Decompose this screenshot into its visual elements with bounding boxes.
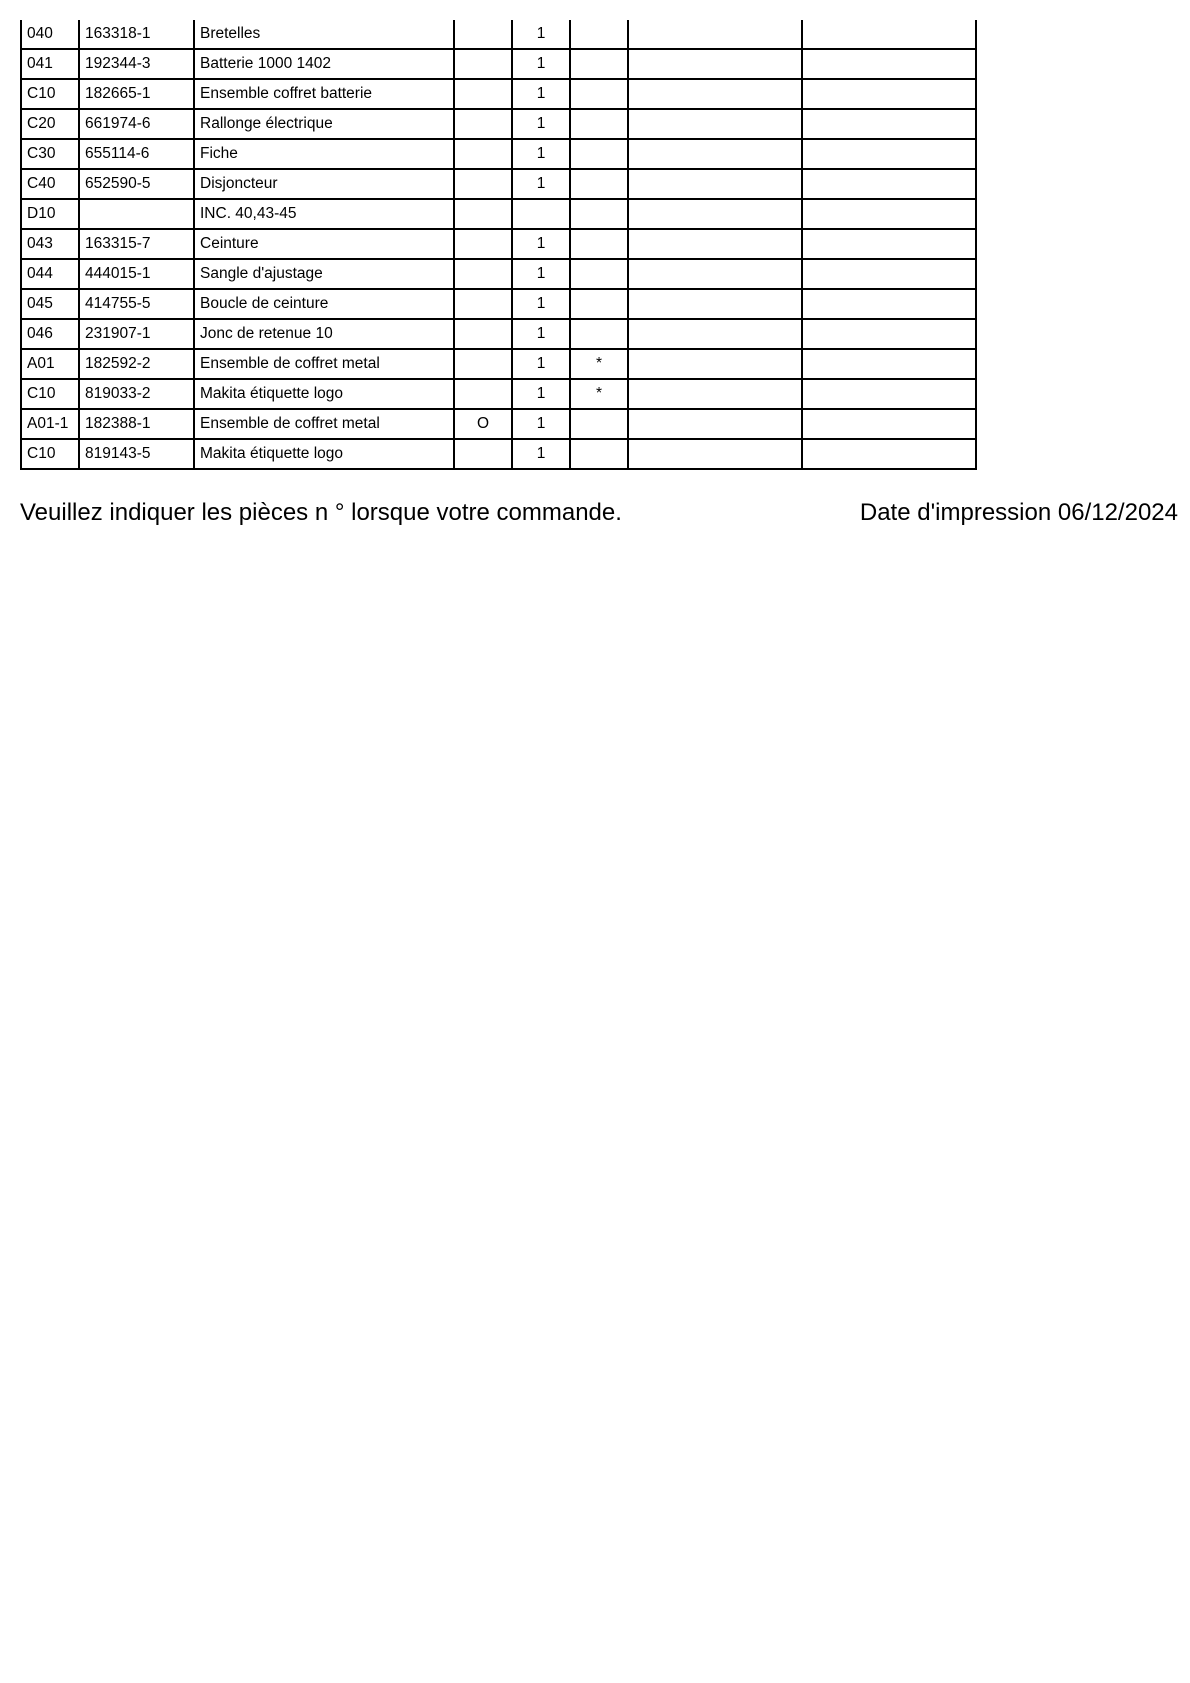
cell-quantity: 1 (512, 79, 570, 109)
cell-note-mark: * (570, 349, 628, 379)
cell-description: Disjoncteur (194, 169, 454, 199)
cell-extra-2 (802, 49, 976, 79)
cell-part-no: 652590-5 (79, 169, 194, 199)
cell-item-no: A01 (21, 349, 79, 379)
cell-part-no: 414755-5 (79, 289, 194, 319)
table-row (21, 139, 976, 169)
cell-option-mark (454, 379, 512, 409)
cell-extra-1 (628, 139, 802, 169)
cell-option-mark (454, 199, 512, 229)
cell-description: Ensemble de coffret metal (194, 409, 454, 439)
cell-item-no: A01-1 (21, 409, 79, 439)
cell-description: Makita étiquette logo (194, 379, 454, 409)
table-row (21, 439, 976, 469)
cell-option-mark (454, 20, 512, 49)
cell-note-mark (570, 49, 628, 79)
table-row (21, 109, 976, 139)
cell-extra-1 (628, 169, 802, 199)
cell-note-mark (570, 289, 628, 319)
cell-option-mark (454, 289, 512, 319)
cell-part-no: 231907-1 (79, 319, 194, 349)
table-row (21, 409, 976, 439)
cell-extra-2 (802, 169, 976, 199)
cell-note-mark (570, 20, 628, 49)
cell-note-mark (570, 319, 628, 349)
cell-note-mark (570, 109, 628, 139)
footer-order-note: Veuillez indiquer les pièces n ° lorsque votre commande. (20, 499, 622, 526)
cell-extra-1 (628, 199, 802, 229)
cell-note-mark (570, 259, 628, 289)
cell-quantity (512, 199, 570, 229)
cell-description: Jonc de retenue 10 (194, 319, 454, 349)
cell-quantity: 1 (512, 379, 570, 409)
cell-description: Ceinture (194, 229, 454, 259)
cell-quantity: 1 (512, 109, 570, 139)
cell-extra-1 (628, 349, 802, 379)
cell-description: Batterie 1000 1402 (194, 49, 454, 79)
cell-quantity: 1 (512, 289, 570, 319)
cell-extra-2 (802, 139, 976, 169)
cell-extra-2 (802, 109, 976, 139)
cell-part-no: 182388-1 (79, 409, 194, 439)
cell-note-mark (570, 199, 628, 229)
cell-item-no: C30 (21, 139, 79, 169)
table-row (21, 259, 976, 289)
cell-note-mark (570, 439, 628, 469)
cell-option-mark (454, 109, 512, 139)
cell-note-mark (570, 169, 628, 199)
cell-item-no: C10 (21, 79, 79, 109)
table-row (21, 20, 976, 49)
cell-description: Fiche (194, 139, 454, 169)
cell-extra-1 (628, 289, 802, 319)
cell-quantity: 1 (512, 49, 570, 79)
cell-part-no: 163318-1 (79, 20, 194, 49)
cell-option-mark (454, 49, 512, 79)
table-row (21, 199, 976, 229)
cell-option-mark (454, 139, 512, 169)
cell-quantity: 1 (512, 349, 570, 379)
table-row (21, 289, 976, 319)
cell-extra-2 (802, 199, 976, 229)
cell-description: Bretelles (194, 20, 454, 49)
cell-extra-1 (628, 409, 802, 439)
cell-item-no: C10 (21, 379, 79, 409)
cell-extra-2 (802, 439, 976, 469)
cell-option-mark (454, 439, 512, 469)
table-row (21, 379, 976, 409)
cell-part-no: 819143-5 (79, 439, 194, 469)
table-row (21, 49, 976, 79)
cell-description: Ensemble coffret batterie (194, 79, 454, 109)
cell-extra-1 (628, 229, 802, 259)
cell-item-no: C10 (21, 439, 79, 469)
cell-extra-1 (628, 109, 802, 139)
cell-quantity: 1 (512, 20, 570, 49)
cell-extra-1 (628, 49, 802, 79)
cell-part-no: 655114-6 (79, 139, 194, 169)
cell-option-mark (454, 79, 512, 109)
cell-part-no: 819033-2 (79, 379, 194, 409)
cell-part-no: 444015-1 (79, 259, 194, 289)
cell-item-no: 044 (21, 259, 79, 289)
cell-option-mark (454, 169, 512, 199)
cell-description: Makita étiquette logo (194, 439, 454, 469)
cell-part-no: 182665-1 (79, 79, 194, 109)
cell-option-mark (454, 349, 512, 379)
cell-note-mark (570, 139, 628, 169)
cell-option-mark: O (454, 409, 512, 439)
table-row (21, 349, 976, 379)
cell-note-mark (570, 409, 628, 439)
cell-extra-1 (628, 20, 802, 49)
cell-item-no: C40 (21, 169, 79, 199)
cell-option-mark (454, 259, 512, 289)
cell-extra-2 (802, 229, 976, 259)
cell-part-no: 182592-2 (79, 349, 194, 379)
table-row (21, 169, 976, 199)
cell-item-no: C20 (21, 109, 79, 139)
cell-extra-2 (802, 379, 976, 409)
cell-item-no: 041 (21, 49, 79, 79)
cell-extra-2 (802, 409, 976, 439)
cell-item-no: 045 (21, 289, 79, 319)
cell-part-no (79, 199, 194, 229)
cell-description: Boucle de ceinture (194, 289, 454, 319)
cell-extra-2 (802, 259, 976, 289)
parts-table (20, 20, 977, 470)
cell-extra-2 (802, 20, 976, 49)
cell-extra-1 (628, 259, 802, 289)
cell-extra-2 (802, 319, 976, 349)
cell-description: INC. 40,43-45 (194, 199, 454, 229)
footer-print-date: Date d'impression 06/12/2024 (859, 499, 1178, 526)
cell-quantity: 1 (512, 409, 570, 439)
parts-table-body (21, 20, 976, 469)
cell-description: Sangle d'ajustage (194, 259, 454, 289)
cell-extra-2 (802, 349, 976, 379)
cell-note-mark (570, 79, 628, 109)
cell-quantity: 1 (512, 319, 570, 349)
cell-part-no: 192344-3 (79, 49, 194, 79)
table-row (21, 79, 976, 109)
cell-extra-1 (628, 319, 802, 349)
cell-item-no: 043 (21, 229, 79, 259)
table-row (21, 229, 976, 259)
cell-part-no: 163315-7 (79, 229, 194, 259)
cell-extra-1 (628, 439, 802, 469)
cell-note-mark (570, 229, 628, 259)
cell-quantity: 1 (512, 229, 570, 259)
cell-quantity: 1 (512, 139, 570, 169)
cell-extra-2 (802, 79, 976, 109)
cell-description: Rallonge électrique (194, 109, 454, 139)
cell-quantity: 1 (512, 169, 570, 199)
cell-extra-2 (802, 289, 976, 319)
cell-extra-1 (628, 79, 802, 109)
cell-item-no: 040 (21, 20, 79, 49)
cell-item-no: D10 (21, 199, 79, 229)
cell-extra-1 (628, 379, 802, 409)
cell-note-mark: * (570, 379, 628, 409)
cell-part-no: 661974-6 (79, 109, 194, 139)
table-row (21, 319, 976, 349)
cell-option-mark (454, 319, 512, 349)
cell-option-mark (454, 229, 512, 259)
cell-quantity: 1 (512, 259, 570, 289)
cell-quantity: 1 (512, 439, 570, 469)
cell-item-no: 046 (21, 319, 79, 349)
cell-description: Ensemble de coffret metal (194, 349, 454, 379)
